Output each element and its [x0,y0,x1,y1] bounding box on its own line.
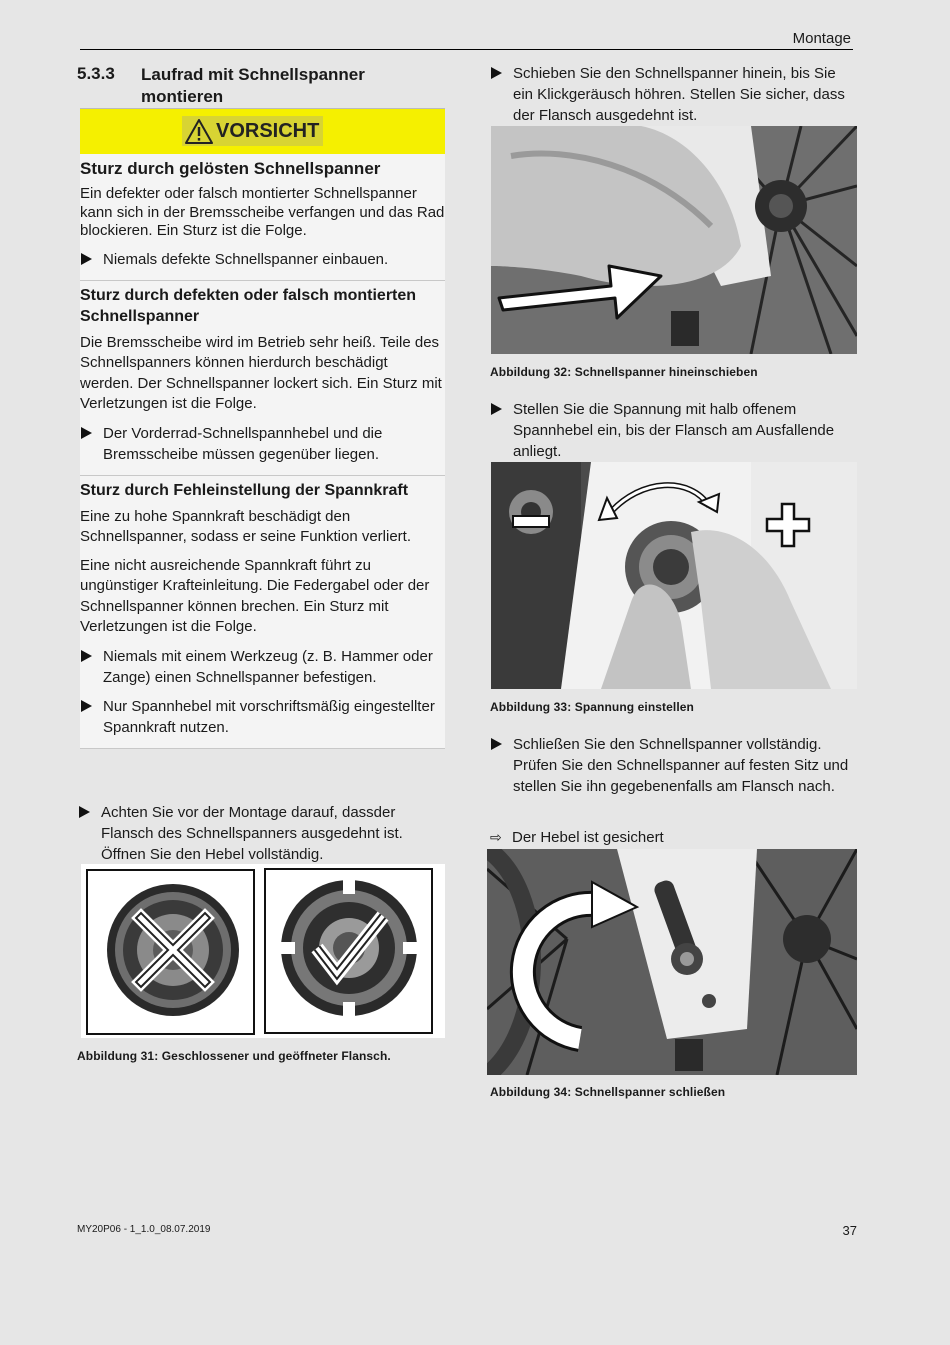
action-triangle-icon [81,427,92,439]
instruction-text: Stellen Sie die Spannung mit halb offenem Spannhebel ein, bis der Flansch am Ausfallende anliegt. [513,401,835,460]
figure-caption-text: Schnellspanner hineinschieben [574,365,758,379]
figure-caption-text: Geschlossener und geöffneter Flansch. [161,1049,391,1063]
warning-block-2 [80,281,445,476]
instruction-text: Schieben Sie den Schnellspanner hinein, bis Sie ein Klickgeräusch höhren. Stellen Sie sicher, dass der Flansch ausgedehnt ist. [513,65,845,124]
instruction-text: Achten Sie vor der Montage darauf, dassder Flansch des Schnellspanners ausgedehnt ist. Öffnen Sie den Hebel vollständig. [101,804,403,863]
warning-content [80,154,445,749]
figure-34 [487,849,857,1075]
figure-label: Abbildung 32: [490,365,572,379]
instruction-step [490,734,856,797]
warning-block-1 [80,154,445,281]
warning-action [80,696,445,738]
instruction-step [490,63,852,126]
warning-action-text: Niemals mit einem Werkzeug (z. B. Hammer oder Zange) einen Schnellspanner befestigen. [103,647,433,686]
action-triangle-icon [491,403,502,415]
action-triangle-icon [81,650,92,662]
warning-heading: Sturz durch gelösten Schnellspanner [80,159,381,178]
figure-label: Abbildung 31: [77,1049,159,1063]
figure-caption-text: Spannung einstellen [574,700,694,714]
action-triangle-icon [491,738,502,750]
warning-action [80,646,445,688]
warning-signal-bar [80,108,445,154]
closed-flange-image [107,884,239,1016]
figure-label: Abbildung 34: [490,1085,572,1099]
warning-action [80,423,445,465]
instruction-step [490,399,852,462]
action-triangle-icon [491,67,502,79]
running-header: Montage [792,30,851,47]
section-number: 5.3.3 [77,64,115,83]
warning-triangle-icon [184,118,214,145]
action-triangle-icon [81,700,92,712]
warning-block-3 [80,476,445,749]
figure-caption [77,1049,391,1063]
warning-heading: Sturz durch Fehleinstellung der Spannkraft [80,481,409,499]
page-number: 37 [842,1223,857,1238]
warning-text: Eine zu hohe Spannkraft beschädigt den Schnellspanner, sodass er seine Funktion verliert. [80,507,412,545]
warning-text: Die Bremsscheibe wird im Betrieb sehr heiß. Teile des Schnellspanners können hierdurch beschädigt werden. Der Schnellspanner lockert sich. Ein Sturz mit Verletzungen ist die Folge. [80,333,442,412]
warning-action-text: Nur Spannhebel mit vorschriftsmäßig eingestellter Spannkraft nutzen. [103,697,435,736]
instruction-text: Schließen Sie den Schnellspanner vollständig. Prüfen Sie den Schnellspanner auf festen Sitz und stellen Sie ihn gegebenenfalls am Flansch nach. [513,736,849,795]
warning-box [80,108,445,749]
header-rule [80,49,853,50]
action-triangle-icon [81,253,92,265]
warning-action-text: Der Vorderrad-Schnellspannhebel und die Bremsscheibe müssen gegenüber liegen. [103,424,383,463]
figure-31 [81,864,445,1038]
figure-caption [490,700,694,714]
signal-word: VORSICHT [216,119,320,142]
result-arrow-icon: ⇨ [490,829,502,845]
figure-caption [490,365,758,379]
warning-text: Eine nicht ausreichende Spannkraft führt zu ungünstiger Krafteinleitung. Die Federgabel oder der Schnellspanner können brechen. Ein Sturz mit Verletzungen ist die Folge. [80,556,430,635]
instruction-step [78,802,443,865]
figure-32 [491,126,857,354]
document-id: MY20P06 - 1_1.0_08.07.2019 [77,1224,211,1235]
result-step [490,827,852,848]
figure-label: Abbildung 33: [490,700,572,714]
warning-heading: Sturz durch defekten oder falsch montierten Schnellspanner [80,286,417,325]
warning-text: Ein defekter oder falsch montierter Schnellspanner kann sich in der Bremsscheibe verfangen und das Rad blockieren. Ein Sturz ist die Folge. [80,185,445,239]
section-title: Laufrad mit Schnellspanner montieren [141,65,365,106]
warning-label [182,116,323,146]
figure-caption-text: Schnellspanner schließen [574,1085,726,1099]
warning-action-text: Niemals defekte Schnellspanner einbauen. [103,250,389,268]
result-text: Der Hebel ist gesichert [512,829,664,846]
figure-caption [490,1085,725,1099]
warning-action [80,249,445,270]
figure-33 [491,462,857,689]
action-triangle-icon [79,806,90,818]
